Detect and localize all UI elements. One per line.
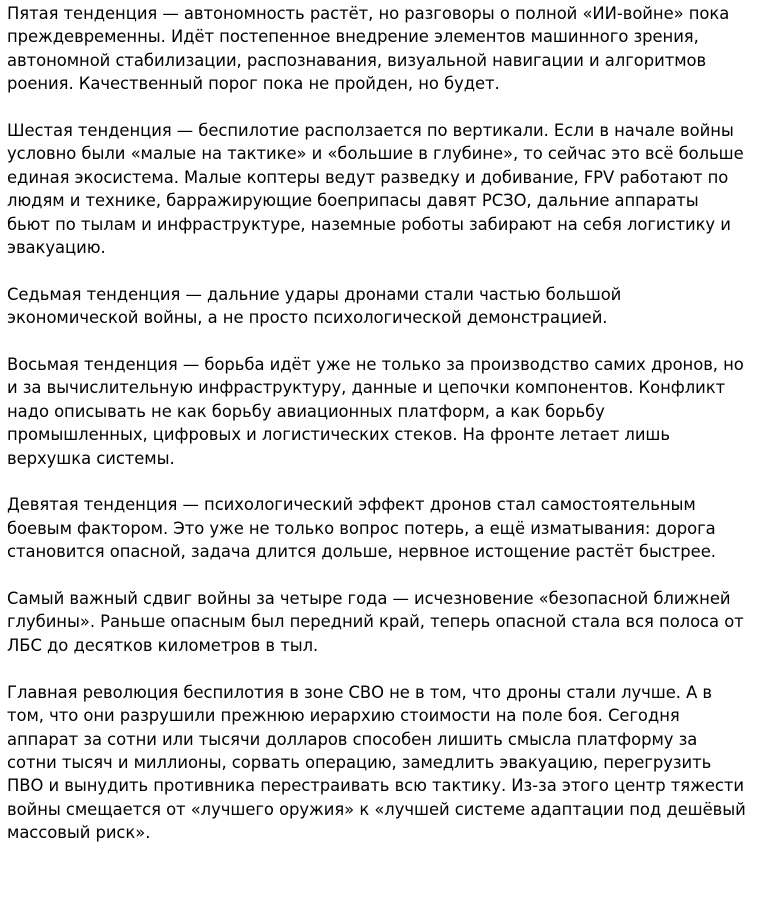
article-body	[7, 2, 775, 845]
paragraph-seventh-trend: Седьмая тенденция — дальние удары дронами стали частью большой экономической войны, а не просто психологической демонстрацией.	[7, 284, 622, 328]
paragraph-key-shift: Самый важный сдвиг войны за четыре года — исчезновение «безопасной ближней глубины». Раньше опасным был передний край, теперь опасной стала вся полоса от ЛБС до десятков километров в тыл.	[7, 589, 744, 655]
paragraph-ninth-trend: Девятая тенденция — психологический эффект дронов стал самостоятельным боевым фактором. Это уже не только вопрос потерь, а ещё изматывания: дорога становится опасной, задача длится дольше, нервное истощение растёт быстрее.	[7, 495, 716, 562]
paragraph-fifth-trend: Пятая тенденция — автономность растёт, но разговоры о полной «ИИ-войне» пока преждевременны. Идёт постепенное внедрение элементов машинного зрения, автономной стабилизации, распознавания, визуальной навигации и алгоритмов роения. Качественный порог пока не пройден, но будет.	[7, 4, 730, 94]
paragraph-sixth-trend: Шестая тенденция — беспилотие расползается по вертикали. Если в начале войны условно были «малые на тактике» и «большие в глубине», то сейчас это всё больше единая экосистема. Малые коптеры ведут разведку и добивание, FPV работают по людям и технике, барражирующие боеприпасы давят РСЗО, дальние аппараты бьют по тылам и инфраструктуре, наземные роботы забирают на себя логистику и эвакуацию.	[7, 121, 744, 258]
paragraph-main-revolution: Главная революция беспилотия в зоне СВО не в том, что дроны стали лучше. А в том, что они разрушили прежнюю иерархию стоимости на поле боя. Сегодня аппарат за сотни или тысячи долларов способен лишить смысла платформу за сотни тысяч и миллионы, сорвать операцию, замедлить эвакуацию, перегрузить ПВО и вынудить противника перестраивать всю тактику. Из-за этого центр тяжести войны смещается от «лучшего оружия» к «лучшей системе адаптации под дешёвый массовый риск».	[7, 682, 746, 843]
paragraph-eighth-trend: Восьмая тенденция — борьба идёт уже не только за производство самих дронов, но и за вычислительную инфраструктуру, данные и цепочки компонентов. Конфликт надо описывать не как борьбу авиационных платформ, а как борьбу промышленных, цифровых и логистических стеков. На фронте летает лишь верхушка системы.	[7, 355, 744, 468]
